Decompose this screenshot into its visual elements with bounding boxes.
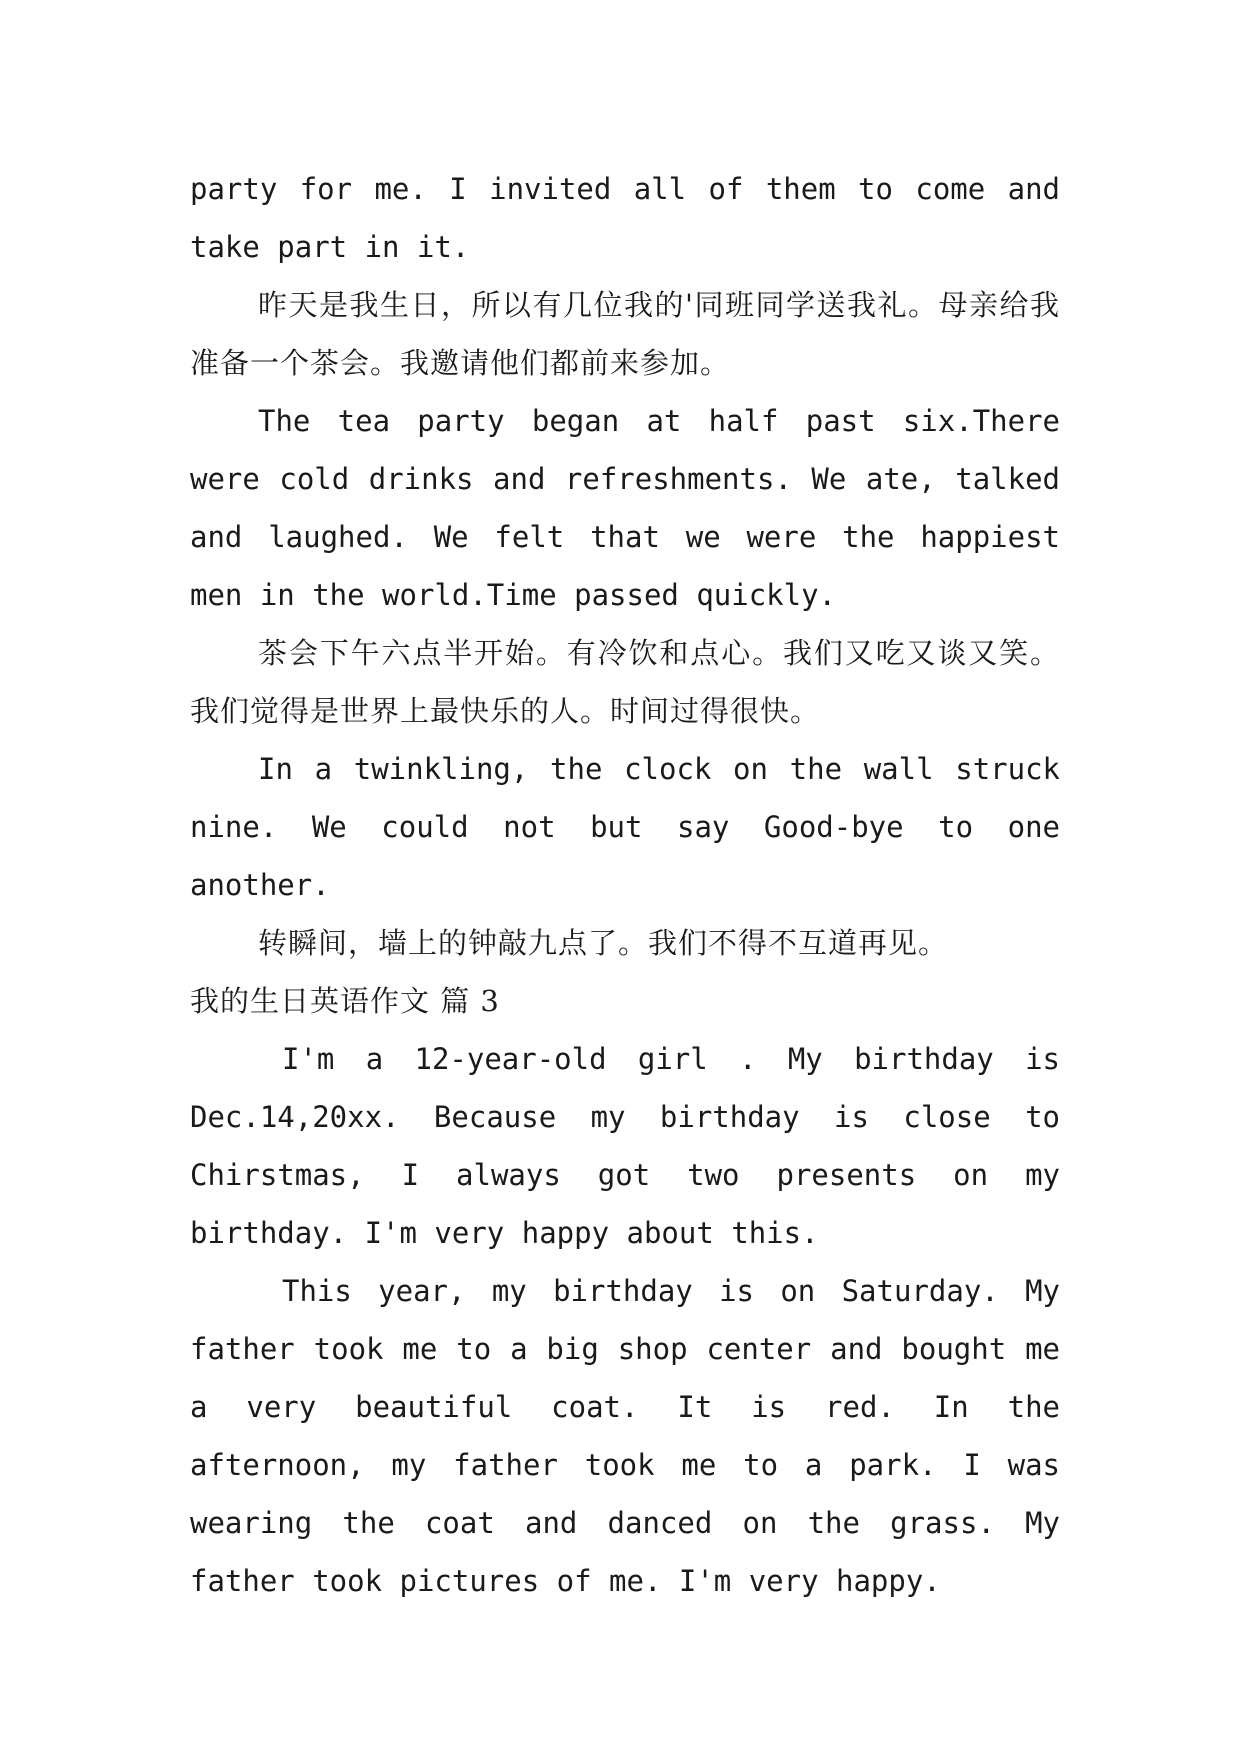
paragraph-english-3: In a twinkling, the clock on the wall struck nine. We could not but say Good-bye to one another. [190,752,1060,902]
section-heading: 我的生日英语作文 篇 3 [190,984,500,1018]
paragraph-english-2: The tea party began at half past six.There were cold drinks and refreshments. We ate, talked and laughed. We felt that we were the happiest men in the world.Time passed quickly. [190,404,1060,612]
paragraph-chinese-1: 昨天是我生日，所以有几位我的'同班同学送我礼。母亲给我准备一个茶会。我邀请他们都前来参加。 [190,288,1060,380]
paragraph-chinese-3: 转瞬间，墙上的钟敲九点了。我们不得不互道再见。 [258,926,949,960]
paragraph-english-5: This year, my birthday is on Saturday. My father took me to a big shop center and bought me a very beautiful coat. It is red. In the afternoon, my father took me to a park. I was wearing the coat and danced on the grass. My father took pictures of me. I'm very happy. [190,1274,1060,1598]
paragraph-chinese-2: 茶会下午六点半开始。有冷饮和点心。我们又吃又谈又笑。我们觉得是世界上最快乐的人。时间过得很快。 [190,636,1060,728]
paragraph-english-1: party for me. I invited all of them to come and take part in it. [190,172,1060,264]
document-body [190,160,1060,1610]
paragraph-english-4: I'm a 12-year-old girl . My birthday is Dec.14,20xx. Because my birthday is close to Chirstmas, I always got two presents on my birthday. I'm very happy about this. [190,1042,1060,1250]
